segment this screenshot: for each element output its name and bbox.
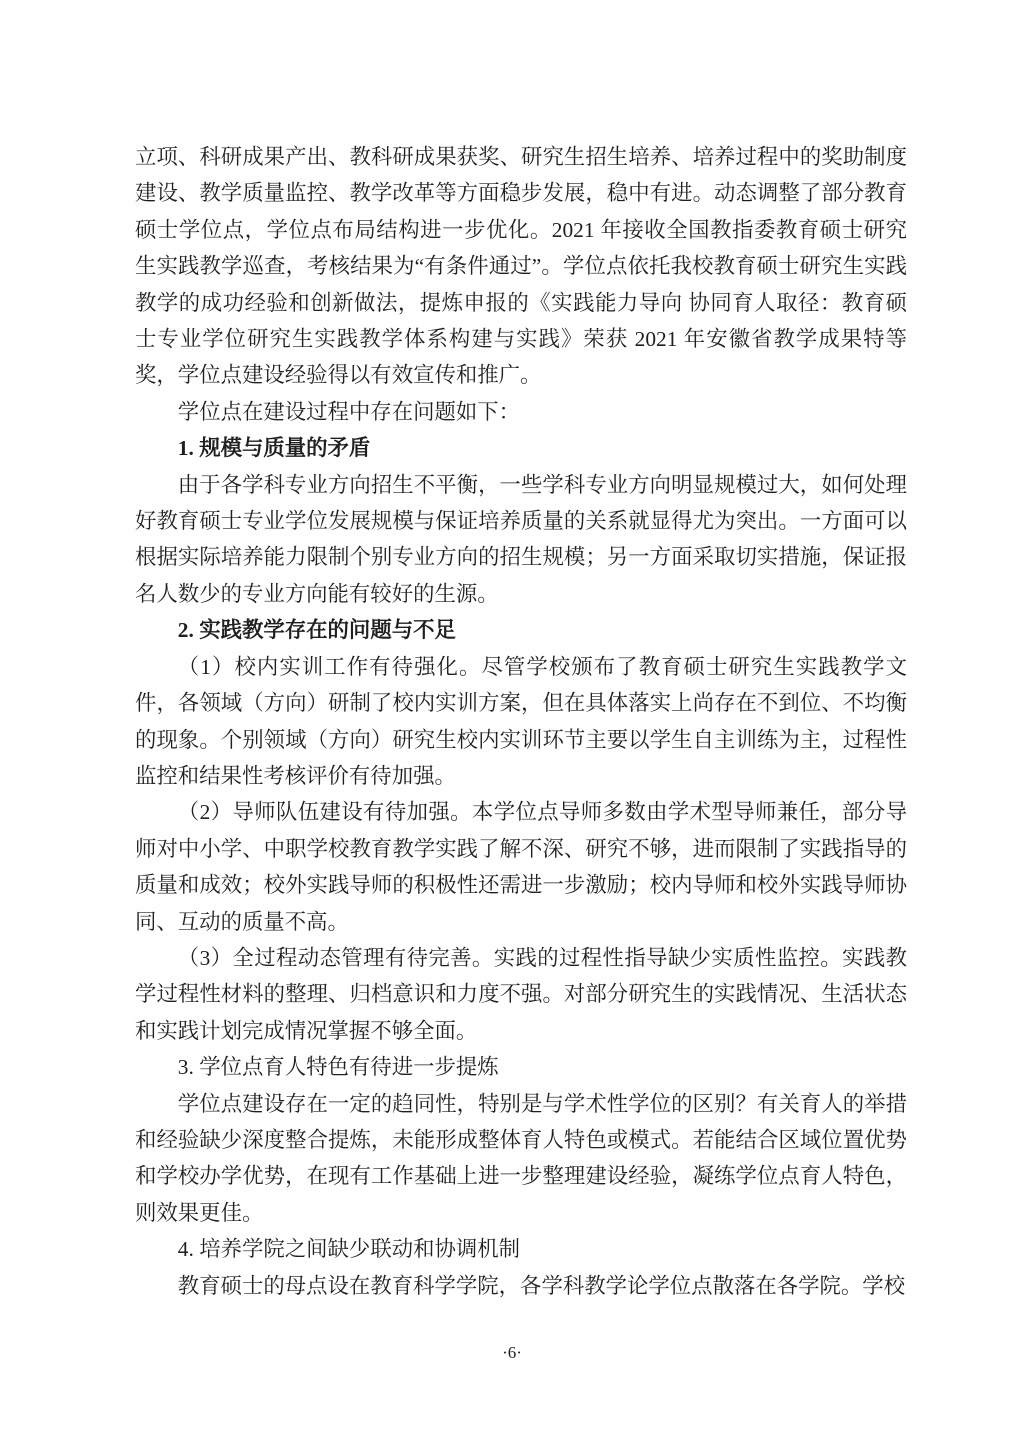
paragraph: 由于各学科专业方向招生不平衡，一些学科专业方向明显规模过大，如何处理好教育硕士专业学位发展规模与保证培养质量的关系就显得尤为突出。一方面可以根据实际培养能力限制个别专业方向的招生规模；另一方面采取切实措施，保证报名人数少的专业方向能有较好的生源。 xyxy=(135,472,907,606)
section-heading-3: 3. 学位点育人特色有待进一步提炼 xyxy=(177,1055,499,1080)
section-heading-1: 1. 规模与质量的矛盾 xyxy=(177,436,371,461)
paragraph: （2）导师队伍建设有待加强。本学位点导师多数由学术型导师兼任，部分导师对中小学、中职学校教育教学实践了解不深、研究不够，进而限制了实践指导的质量和成效；校外实践导师的积极性还需进一步激励；校内导师和校外实践导师协同、互动的质量不高。 xyxy=(135,800,907,934)
paragraph: 学位点在建设过程中存在问题如下： xyxy=(177,399,521,424)
paragraph: （3）全过程动态管理有待完善。实践的过程性指导缺少实质性监控。实践教学过程性材料的整理、归档意识和力度不强。对部分研究生的实践情况、生活状态和实践计划完成情况掌握不够全面。 xyxy=(135,945,907,1043)
section-heading-4: 4. 培养学院之间缺少联动和协调机制 xyxy=(177,1237,521,1262)
paragraph: （1）校内实训工作有待强化。尽管学校颁布了教育硕士研究生实践教学文件，各领域（方向）研制了校内实训方案，但在具体落实上尚存在不到位、不均衡的现象。个别领域（方向）研究生校内实训环节主要以学生自主训练为主，过程性监控和结果性考核评价有待加强。 xyxy=(135,654,907,788)
paragraph: 立项、科研成果产出、教科研成果获奖、研究生招生培养、培养过程中的奖助制度建设、教学质量监控、教学改革等方面稳步发展，稳中有进。动态调整了部分教育硕士学位点，学位点布局结构进一步优化。2021 年接收全国教指委教育硕士研究生实践教学巡查，考核结果为“有条件通过”。学位点依托我校教育硕士研究生实践教学的成功经验和创新做法，提炼申报的《实践能力导向 协同育人取径：教育硕士专业学位研究生实践教学体系构建与实践》荣获 2021 年安徽省教学成果特等奖，学位点建设经验得以有效宣传和推广。 xyxy=(135,145,907,388)
page-footer xyxy=(0,1342,1024,1364)
paragraph: 教育硕士的母点设在教育科学学院，各学科教学论学位点散落在各学院。学校 xyxy=(177,1273,906,1298)
paragraph: 学位点建设存在一定的趋同性，特别是与学术性学位的区别？有关育人的举措和经验缺少深度整合提炼，未能形成整体育人特色或模式。若能结合区域位置优势和学校办学优势，在现有工作基础上进一步整理建设经验，凝练学位点育人特色，则效果更佳。 xyxy=(135,1091,907,1225)
section-heading-2: 2. 实践教学存在的问题与不足 xyxy=(177,618,456,643)
document-body xyxy=(135,139,907,1304)
page-number: ·6· xyxy=(502,1343,522,1362)
